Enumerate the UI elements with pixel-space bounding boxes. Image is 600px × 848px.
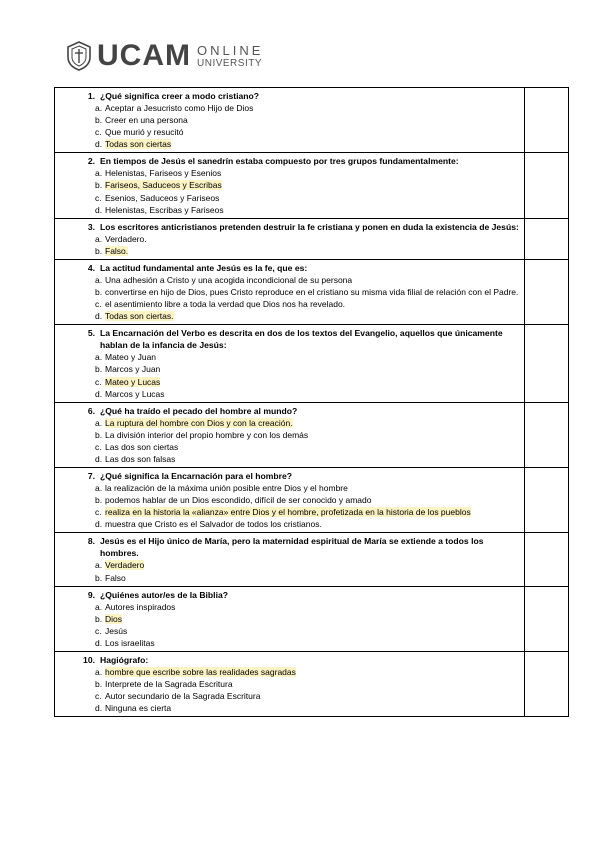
question-cell xyxy=(55,325,525,402)
option-letter: c. xyxy=(95,625,102,636)
option-text xyxy=(105,245,520,257)
option-letter: a. xyxy=(95,483,103,494)
option-text xyxy=(105,376,520,388)
option-letter: d. xyxy=(95,453,103,464)
answer-column-cell xyxy=(525,402,569,467)
option-letter: d. xyxy=(95,139,103,150)
answer-option xyxy=(55,179,520,191)
option-text xyxy=(105,690,520,702)
highlighted-answer: Fariseos, Saduceos y Escribas xyxy=(105,180,222,191)
question-cell xyxy=(55,533,525,586)
answer-option xyxy=(55,192,520,204)
option-label: Autor secundario de la Sagrada Escritura xyxy=(105,691,261,702)
question-row xyxy=(55,533,569,586)
option-text xyxy=(105,179,520,191)
option-label: el asentimiento libre a toda la verdad que Dios nos ha revelado. xyxy=(105,299,346,310)
answer-option xyxy=(55,298,520,310)
option-letter: d. xyxy=(95,703,103,714)
highlighted-answer: Todas son ciertas xyxy=(105,139,172,150)
option-label: Falso xyxy=(105,572,126,583)
answer-option xyxy=(55,666,520,678)
option-letter: a. xyxy=(95,560,103,571)
option-text xyxy=(105,192,520,204)
question-heading xyxy=(55,535,520,559)
question-text: Jesús es el Hijo único de María, pero la maternidad espiritual de María se extiende a todos los hombres. xyxy=(100,536,484,559)
option-letter: a. xyxy=(95,274,103,285)
option-letter: c. xyxy=(95,441,102,452)
option-letter: a. xyxy=(95,233,103,244)
option-letter: c. xyxy=(95,127,102,138)
highlighted-answer: Mateo y Lucas xyxy=(105,376,161,387)
question-text: Los escritores anticristianos pretenden destruir la fe cristiana y ponen en duda la existencia de Jesús: xyxy=(100,221,519,232)
option-letter: a. xyxy=(95,352,103,363)
answer-option xyxy=(55,494,520,506)
option-text xyxy=(105,441,520,453)
option-label: podemos hablar de un Dios escondido, difícil de ser conocido y amado xyxy=(105,495,372,506)
option-label: Autores inspirados xyxy=(105,601,176,612)
question-row xyxy=(55,88,569,153)
question-cell xyxy=(55,586,525,651)
option-text xyxy=(105,363,520,375)
answer-option xyxy=(55,441,520,453)
question-heading xyxy=(55,405,520,417)
answer-option xyxy=(55,702,520,714)
question-number: 9. xyxy=(87,589,95,600)
logo-line-university: UNIVERSITY xyxy=(197,57,263,69)
option-letter: b. xyxy=(95,180,103,191)
answer-column-cell xyxy=(525,325,569,402)
option-letter: a. xyxy=(95,417,103,428)
option-letter: c. xyxy=(95,507,102,518)
option-text xyxy=(105,286,520,298)
answer-option xyxy=(55,204,520,216)
highlighted-answer: realiza en la historia la «alianza» entre Dios y el hombre, profetizada en la historia de los pueblos xyxy=(105,507,471,518)
ucam-logo xyxy=(66,36,263,76)
answer-option xyxy=(55,690,520,702)
option-label: Que murió y resucitó xyxy=(105,127,184,138)
answer-column-cell xyxy=(525,586,569,651)
answer-column-cell xyxy=(525,88,569,153)
option-label: Verdadero. xyxy=(105,233,147,244)
option-letter: b. xyxy=(95,613,103,624)
answer-option xyxy=(55,245,520,257)
option-text xyxy=(105,351,520,363)
answer-option xyxy=(55,126,520,138)
option-text xyxy=(105,637,520,649)
option-text xyxy=(105,417,520,429)
question-number: 1. xyxy=(87,91,95,101)
answer-option xyxy=(55,482,520,494)
option-label: Las dos son falsas xyxy=(105,453,176,464)
option-text xyxy=(105,613,520,625)
question-row xyxy=(55,586,569,651)
answer-option xyxy=(55,286,520,298)
answer-option xyxy=(55,429,520,441)
option-label: Una adhesión a Cristo y una acogida incondicional de su persona xyxy=(105,274,353,285)
option-text xyxy=(105,126,520,138)
option-label: Esenios, Saduceos y Fariseos xyxy=(105,192,220,203)
option-letter: a. xyxy=(95,667,103,677)
option-text xyxy=(105,388,520,400)
option-label: Las dos son ciertas xyxy=(105,441,179,452)
quiz-table xyxy=(54,87,569,717)
option-label: Helenistas, Escribas y Fariseos xyxy=(105,204,224,215)
question-number: 10. xyxy=(83,655,95,665)
option-label: Marcos y Juan xyxy=(105,364,161,375)
question-heading xyxy=(55,654,520,666)
logo-brand: UCAM xyxy=(97,39,191,72)
option-label: Aceptar a Jesucristo como Hijo de Dios xyxy=(105,103,254,113)
question-row xyxy=(55,325,569,402)
answer-column-cell xyxy=(525,218,569,259)
option-letter: b. xyxy=(95,245,103,256)
option-text xyxy=(105,482,520,494)
answer-option xyxy=(55,625,520,637)
answer-option xyxy=(55,506,520,518)
option-letter: d. xyxy=(95,311,103,322)
question-text: En tiempos de Jesús el sanedrín estaba compuesto por tres grupos fundamentalmente: xyxy=(100,156,459,167)
question-heading xyxy=(55,90,520,102)
question-number: 3. xyxy=(87,221,95,232)
question-cell xyxy=(55,153,525,218)
answer-option xyxy=(55,376,520,388)
option-letter: b. xyxy=(95,679,103,690)
option-text xyxy=(105,572,520,584)
option-label: muestra que Cristo es el Salvador de todos los cristianos. xyxy=(105,519,322,530)
option-text xyxy=(105,678,520,690)
question-row xyxy=(55,259,569,324)
highlighted-answer: hombre que escribe sobre las realidades sagradas xyxy=(105,667,296,677)
option-label: Interprete de la Sagrada Escritura xyxy=(105,679,233,690)
option-label: la realización de la máxima unión posible entre Dios y el hombre xyxy=(105,483,348,494)
question-number: 5. xyxy=(87,328,95,339)
answer-option xyxy=(55,167,520,179)
answer-option xyxy=(55,351,520,363)
question-text: La actitud fundamental ante Jesús es la fe, que es: xyxy=(100,262,308,273)
question-number: 6. xyxy=(87,405,95,416)
answer-column-cell xyxy=(525,468,569,533)
question-number: 7. xyxy=(87,471,95,482)
answer-option xyxy=(55,233,520,245)
option-letter: c. xyxy=(95,376,102,387)
question-number: 8. xyxy=(87,536,95,547)
option-text xyxy=(105,102,520,114)
answer-option xyxy=(55,138,520,150)
answer-option xyxy=(55,572,520,584)
question-cell xyxy=(55,88,525,153)
question-text: La Encarnación del Verbo es descrita en dos de los textos del Evangelio, aquellos que únicamente hablan de la infancia de Jesús: xyxy=(100,328,503,351)
question-text: ¿Quiénes autor/es de la Biblia? xyxy=(100,589,228,600)
question-heading xyxy=(55,262,520,274)
option-text xyxy=(105,274,520,286)
option-letter: b. xyxy=(95,115,103,126)
question-cell xyxy=(55,259,525,324)
option-text xyxy=(105,518,520,530)
answer-option xyxy=(55,453,520,465)
answer-option xyxy=(55,310,520,322)
question-row xyxy=(55,402,569,467)
option-text xyxy=(105,298,520,310)
option-letter: a. xyxy=(95,601,103,612)
answer-option xyxy=(55,274,520,286)
highlighted-answer: Falso. xyxy=(105,245,129,256)
question-text: ¿Qué ha traído el pecado del hombre al mundo? xyxy=(100,405,298,416)
option-text xyxy=(105,310,520,322)
option-text xyxy=(105,167,520,179)
answer-option xyxy=(55,678,520,690)
question-text: ¿Qué significa creer a modo cristiano? xyxy=(100,91,260,101)
question-row xyxy=(55,153,569,218)
option-text xyxy=(105,601,520,613)
answer-option xyxy=(55,363,520,375)
option-text xyxy=(105,702,520,714)
highlighted-answer: La ruptura del hombre con Dios y con la creación. xyxy=(105,417,293,428)
option-label: convertirse en hijo de Dios, pues Cristo reproduce en el cristiano su misma vida filial de relación con el Padre. xyxy=(105,287,519,298)
question-heading xyxy=(55,589,520,601)
option-text xyxy=(105,204,520,216)
answer-option xyxy=(55,637,520,649)
question-number: 4. xyxy=(87,262,95,273)
answer-option xyxy=(55,417,520,429)
question-text: Hagiógrafo: xyxy=(100,655,149,665)
highlighted-answer: Verdadero xyxy=(105,560,145,571)
option-letter: c. xyxy=(95,691,102,702)
answer-option xyxy=(55,559,520,571)
option-label: La división interior del propio hombre y con los demás xyxy=(105,429,309,440)
highlighted-answer: Dios xyxy=(105,613,123,624)
option-label: Ninguna es cierta xyxy=(105,703,172,714)
answer-option xyxy=(55,613,520,625)
option-letter: b. xyxy=(95,495,103,506)
option-text xyxy=(105,453,520,465)
option-letter: a. xyxy=(95,103,103,113)
option-label: Mateo y Juan xyxy=(105,352,157,363)
option-letter: b. xyxy=(95,572,103,583)
option-letter: c. xyxy=(95,299,102,310)
option-letter: d. xyxy=(95,519,103,530)
answer-column-cell xyxy=(525,153,569,218)
answer-option xyxy=(55,388,520,400)
option-letter: b. xyxy=(95,287,103,298)
option-text xyxy=(105,114,520,126)
option-letter: a. xyxy=(95,168,103,179)
question-heading xyxy=(55,221,520,233)
question-cell xyxy=(55,218,525,259)
answer-option xyxy=(55,518,520,530)
option-text xyxy=(105,494,520,506)
answer-option xyxy=(55,102,520,114)
question-heading xyxy=(55,470,520,482)
option-text xyxy=(105,429,520,441)
option-label: Los israelitas xyxy=(105,637,155,648)
question-row xyxy=(55,218,569,259)
answer-option xyxy=(55,601,520,613)
option-letter: c. xyxy=(95,192,102,203)
option-letter: d. xyxy=(95,637,103,648)
option-label: Helenistas, Fariseos y Esenios xyxy=(105,168,222,179)
question-row xyxy=(55,652,569,717)
question-row xyxy=(55,468,569,533)
question-heading xyxy=(55,155,520,167)
ucam-seal-icon xyxy=(66,41,92,71)
option-text xyxy=(105,559,520,571)
option-label: Creer en una persona xyxy=(105,115,188,126)
question-number: 2. xyxy=(87,156,95,167)
answer-option xyxy=(55,114,520,126)
option-text xyxy=(105,138,520,150)
option-letter: d. xyxy=(95,204,103,215)
question-cell xyxy=(55,468,525,533)
option-text xyxy=(105,625,520,637)
option-label: Jesús xyxy=(105,625,128,636)
option-text xyxy=(105,506,520,518)
answer-column-cell xyxy=(525,259,569,324)
option-text xyxy=(105,666,520,678)
option-letter: b. xyxy=(95,429,103,440)
answer-column-cell xyxy=(525,652,569,717)
answer-column-cell xyxy=(525,533,569,586)
logo-subtitle xyxy=(197,44,263,69)
question-heading xyxy=(55,327,520,351)
highlighted-answer: Todas son ciertas. xyxy=(105,311,174,322)
logo-line-online: ONLINE xyxy=(197,42,264,58)
option-label: Marcos y Lucas xyxy=(105,388,165,399)
question-text: ¿Qué significa la Encarnación para el hombre? xyxy=(100,471,292,482)
question-cell xyxy=(55,652,525,717)
option-letter: d. xyxy=(95,388,103,399)
option-letter: b. xyxy=(95,364,103,375)
question-cell xyxy=(55,402,525,467)
option-text xyxy=(105,233,520,245)
